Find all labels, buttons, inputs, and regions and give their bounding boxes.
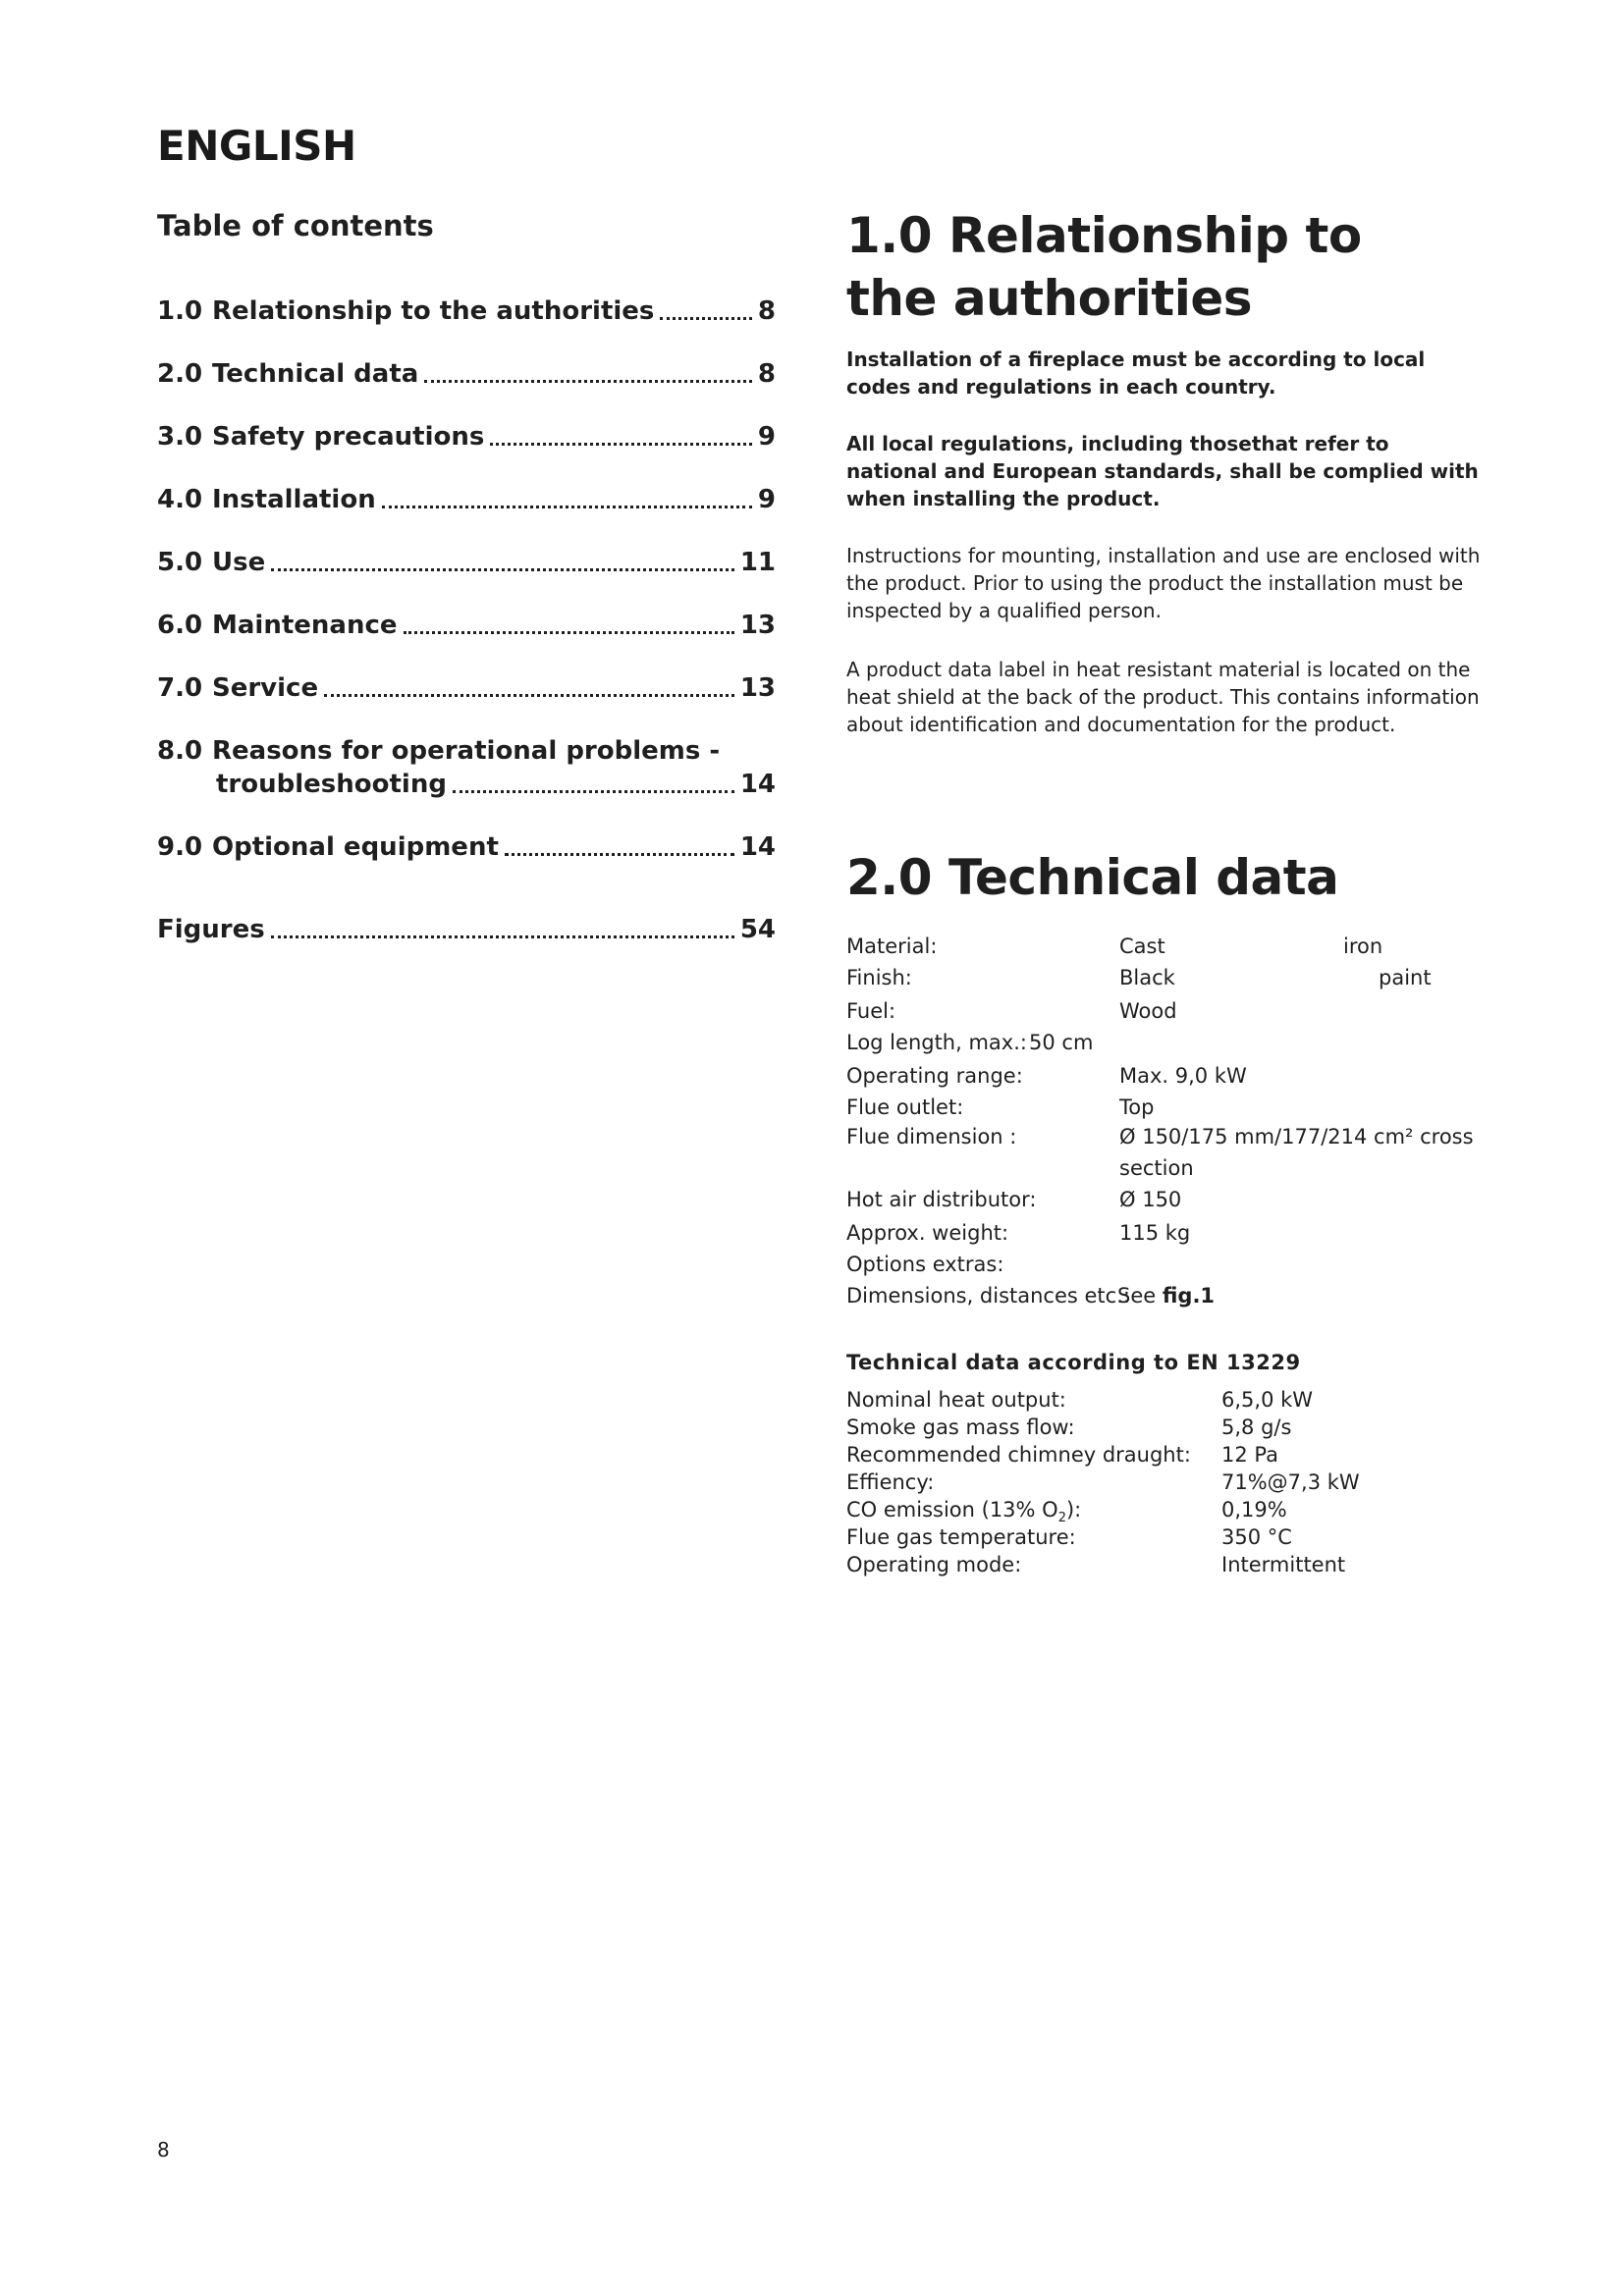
spec-label: Fuel: [846,999,896,1023]
toc-entry-page: 13 [739,611,776,640]
toc-entry-title: Reasons for operational problems - [212,736,721,766]
spec-value: 50 cm [1029,1031,1094,1054]
toc-leader-dots [324,690,734,697]
toc-entry-title: Optional equipment [212,832,499,862]
spec-label: Options extras: [846,1253,1004,1276]
toc-entry-title: Figures [157,915,265,944]
spec-label: Flue dimension : [846,1125,1017,1148]
toc-leader-dots [505,849,734,856]
spec-label: Flue outlet: [846,1095,964,1119]
toc-leader-dots [271,564,734,571]
spec-row-fuel [846,995,1485,1027]
section-1-heading: 1.0 Relationship to the authorities [846,207,1362,327]
spec-value: Top [1119,1095,1155,1119]
en-value: 5,8 g/s [1221,1415,1292,1439]
spec-label: Operating range: [846,1064,1023,1088]
toc-leader-dots [271,932,734,938]
toc-entry-number: 4.0 [157,485,203,514]
en-value: 350 °C [1221,1525,1292,1549]
section-1-paragraph-3: Instructions for mounting, installation and use are enclosed with the product. Prior to using the product the installation must be inspected by a qualified person. [846,544,1481,622]
en-label: Effiency: [846,1470,935,1494]
toc-leader-dots [424,376,752,383]
toc-entry-title: Relationship to the authorities [212,296,655,326]
toc-entry-title: Installation [212,485,376,514]
en-row-smoke-gas [846,1414,1435,1441]
spec-label: Approx. weight: [846,1221,1009,1245]
spec-label: Finish: [846,966,912,989]
toc-entry-title-continued: troubleshooting [216,770,447,799]
spec-row-hot-air [846,1184,1485,1215]
toc-entry-page: 14 [739,770,776,799]
en-row-flue-gas-temp [846,1523,1435,1551]
en-row-nominal-output [846,1386,1435,1414]
spec-label: Dimensions, distances etc.: [846,1284,1130,1308]
toc-entry-7[interactable] [157,671,776,705]
toc-entry-2[interactable] [157,357,776,391]
en-label: Flue gas temperature: [846,1525,1076,1549]
toc-heading: Table of contents [157,209,434,242]
toc-leader-dots [382,502,752,508]
spec-value-secondary: paint [1379,966,1432,989]
en-value: 0,19% [1221,1498,1287,1522]
toc-entry-number: 1.0 [157,296,203,326]
en-value: 6,5,0 kW [1221,1388,1314,1412]
spec-value-continued: section [1119,1156,1194,1180]
en-label: Smoke gas mass flow: [846,1415,1075,1439]
toc-entry-page: 8 [757,296,776,326]
en-row-co-emission [846,1496,1435,1526]
toc-entry-number: 9.0 [157,832,203,862]
toc-entry-title: Service [212,673,319,703]
toc-entry-page: 11 [739,548,776,577]
toc-entry-title: Technical data [212,359,419,389]
toc-entry-page: 14 [739,832,776,862]
spec-row-flue-dimension-cont [846,1152,1485,1184]
toc-leader-dots [490,439,752,446]
spec-value: Ø 150/175 mm/177/214 cm² cross [1119,1125,1474,1148]
spec-row-log-length [846,1027,1485,1058]
toc-entry-figures[interactable] [157,913,776,946]
en-row-efficiency [846,1468,1435,1496]
toc-entry-number: 2.0 [157,359,203,389]
en-label: Nominal heat output: [846,1388,1066,1412]
spec-row-flue-outlet [846,1092,1485,1123]
en-row-operating-mode [846,1551,1435,1578]
toc-entry-number: 6.0 [157,611,203,640]
spec-row-operating-range [846,1060,1485,1092]
toc-entry-title: Maintenance [212,611,398,640]
toc-entry-number: 7.0 [157,673,203,703]
toc-entry-6[interactable] [157,609,776,642]
section-1-paragraph-2: All local regulations, including thosethat refer to national and European standards, shall be complied with when installing the product. [846,432,1479,510]
toc-leader-dots [453,786,734,793]
toc-entry-1[interactable] [157,294,776,328]
figure-reference: fig.1 [1162,1284,1216,1308]
en-value: Intermittent [1221,1553,1346,1576]
spec-row-dimensions [846,1280,1485,1311]
en-standard-heading: Technical data according to EN 13229 [846,1351,1301,1374]
en-row-chimney-draught [846,1441,1435,1468]
spec-value-secondary: iron [1343,934,1383,958]
spec-row-material [846,931,1485,962]
toc-entry-4[interactable] [157,483,776,516]
section-1-paragraph-4: A product data label in heat resistant material is located on the heat shield at the back of the product. This contains information about identification and documentation for the product. [846,658,1480,736]
spec-row-finish [846,962,1485,993]
spec-value: Black [1119,966,1175,989]
en-value: 71%@7,3 kW [1221,1470,1360,1494]
toc-entry-page: 9 [757,485,776,514]
toc-entry-page: 9 [757,422,776,452]
language-title: ENGLISH [157,122,356,170]
spec-value: 115 kg [1119,1221,1191,1245]
toc-entry-5[interactable] [157,546,776,579]
spec-label: Log length, max.: [846,1031,1027,1054]
spec-label: Material: [846,934,938,958]
spec-row-options [846,1249,1485,1280]
spec-value: See fig.1 [1117,1284,1216,1308]
toc-entry-9[interactable] [157,830,776,864]
toc-leader-dots [660,313,752,320]
page-number: 8 [157,2138,170,2162]
en-label: Recommended chimney draught: [846,1443,1191,1467]
toc-entry-page: 13 [739,673,776,703]
spec-value: Ø 150 [1119,1188,1182,1211]
en-label: Operating mode: [846,1553,1022,1576]
section-1-paragraph-1: Installation of a fireplace must be according to local codes and regulations in each country. [846,347,1426,399]
spec-value: Cast [1119,934,1165,958]
toc-entry-number: 3.0 [157,422,203,452]
en-label: CO emission (13% $O_2$): [846,1498,1082,1526]
section-2-heading: 2.0 Technical data [846,849,1339,906]
toc-entry-title: Safety precautions [212,422,485,452]
toc-entry-page: 8 [757,359,776,389]
spec-row-flue-dimension [846,1121,1485,1152]
spec-row-weight [846,1217,1485,1249]
spec-value: Wood [1119,999,1177,1023]
en-value: 12 Pa [1221,1443,1278,1467]
toc-leader-dots [404,627,734,634]
toc-entry-8[interactable] [157,734,776,801]
toc-entry-3[interactable] [157,420,776,454]
spec-value: Max. 9,0 kW [1119,1064,1247,1088]
toc-entry-number: 5.0 [157,548,203,577]
spec-label: Hot air distributor: [846,1188,1037,1211]
toc-entry-page: 54 [739,915,776,944]
toc-entry-title: Use [212,548,266,577]
toc-entry-number: 8.0 [157,736,203,766]
